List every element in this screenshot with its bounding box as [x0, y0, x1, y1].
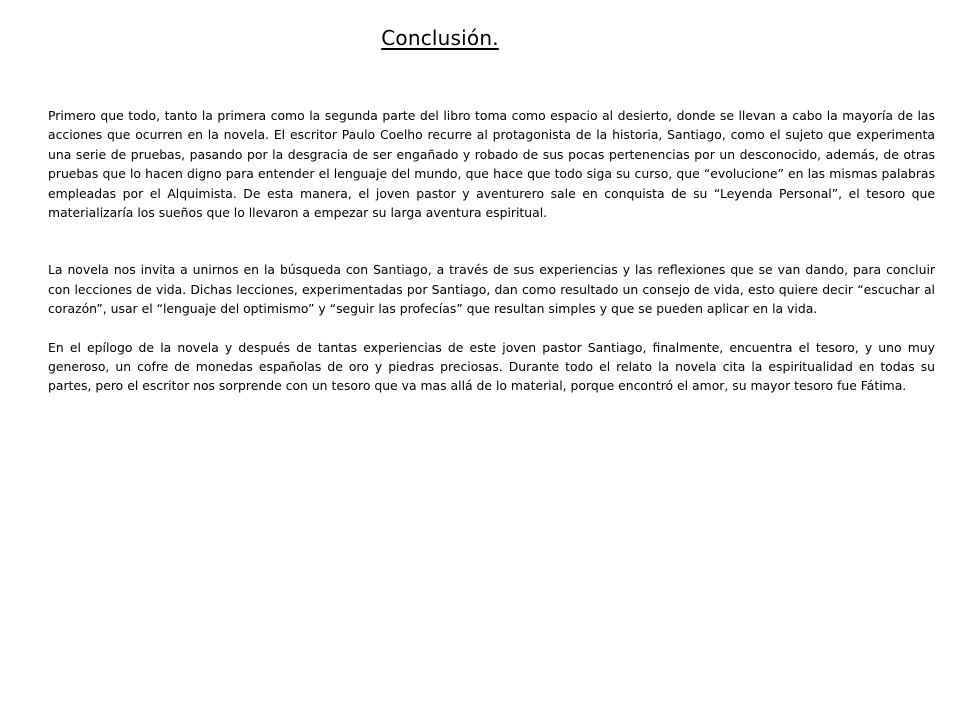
slide-body	[48, 106, 935, 396]
slide-title: Conclusión.	[381, 26, 499, 50]
paragraph-2: La novela nos invita a unirnos en la búsqueda con Santiago, a través de sus experiencias y las reflexiones que se van dando, para concluir con lecciones de vida. Dichas lecciones, experimentadas por Santiago, dan como resultado un consejo de vida, esto quiere decir “escuchar al corazón”, usar el “lenguaje del optimismo” y “seguir las profecías” que resultan simples y que se pueden aplicar en la vida.	[48, 262, 935, 317]
paragraph-3: En el epílogo de la novela y después de tantas experiencias de este joven pastor Santiago, finalmente, encuentra el tesoro, y uno muy generoso, un cofre de monedas españolas de oro y piedras preciosas. Durante todo el relato la novela cita la espiritualidad en todas su partes, pero el escritor nos sorprende con un tesoro que va mas allá de lo material, porque encontró el amor, su mayor tesoro fue Fátima.	[48, 339, 935, 394]
paragraph-1: Primero que todo, tanto la primera como la segunda parte del libro toma como espacio al desierto, donde se llevan a cabo la mayoría de las acciones que ocurren en la novela. El escritor Paulo Coelho recurre al protagonista de la historia, Santiago, como el sujeto que experimenta una serie de pruebas, pasando por la desgracia de ser engañado y robado de sus pocas pertenencias por un desconocido, además, de otras pruebas que lo hacen digno para entender el lenguaje del mundo, que hace que todo siga su curso, que “evolucione” en las mismas palabras empleadas por el Alquimista. De esta manera, el joven pastor y aventurero sale en conquista de su “Leyenda Personal”, el tesoro que materializaría los sueños que lo llevaron a empezar su larga aventura espiritual.	[48, 108, 935, 221]
